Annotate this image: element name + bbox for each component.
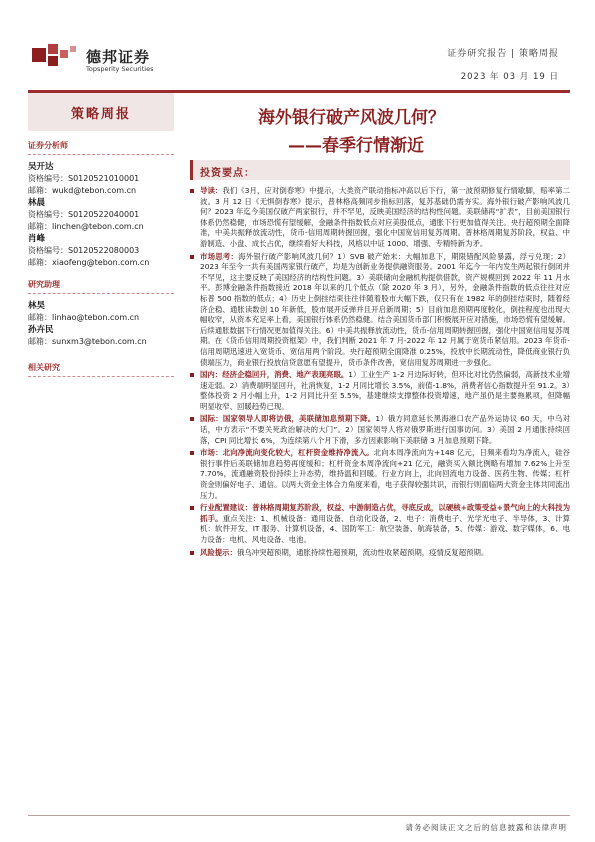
analyst-name: 肖峰 <box>28 234 46 244</box>
key-points-header <box>190 160 570 180</box>
bullet-text: 1）工业生产 1-2 月边际好转，但环比对比仍然偏弱，高新技术业增速走弱。2）消费端明显回升，社消恢复，1-2 月同比增长 3.5%，前值-1.8%，消费者信心指数提升至 91.2。3）整体投资 2 月小幅上升，1-2 月同比升至 5.5%，基建继续支撑整体投资增速，地产虽仍是主要拖累项，但降幅明显收窄、回暖趋势已现。 <box>200 370 570 411</box>
analyst-email[interactable]: 邮箱：linchen@tebon.com.cn <box>28 222 144 231</box>
report-type: 证券研究报告 | 策略周报 <box>447 49 559 59</box>
list-item <box>190 414 570 446</box>
title-band <box>28 90 570 156</box>
bullet-text: 北向本周净流向为+148 亿元，日频来看均为净流入，硅谷银行事件后美联储加息趋势再度缓和；杠杆资金本周净流向+21 亿元，融资买入额比例略有增加 7.62%上升至 7.70%，流通融资股份持续上升态势，维持温和回暖。行业方向上，北向回流电力设备、医药生物、传媒；杠杆资金则偏好电子、通信。以两大资金主体合力角度来看，电子获得较强共识，而银行则面临两大资金主体共同流出压力。 <box>200 448 570 500</box>
company-name-cn: 德邦证券 <box>86 48 151 66</box>
bullet-text: 我们《3月，应对倒春寒》中提示，大类资产联动指标冲高以后下行，第一波预期修复行情歇脚，赔率第二波。3 月 12 日《无惧倒春寒》提示，普林格高频同步指标回落，复苏基础仍需夯实。海外银行破产影响风波几何？2023 年迄今美国仅破产两家银行，并不罕见，反映美国经济的结构性问题。美联储再“扩表”，目前美国银行体系仍然稳健，市场恐慌有望缓解，金融条件指数低点对应美股低点，通胀下行更加值得关注。央行超预期全面降准，中美共振释放流动性，货币-信用周期转握回握，强化中国宽信用复苏周期。普林格周期复苏阶段，权益、中游制造、小盘、成长占优，继续看好大科技，风格以中证 1000、增强、专精特新为矛。 <box>200 186 570 248</box>
bullet-text: 海外银行破产影响风波几何？1）SVB 破产始末：大幅加息下，期限错配风险暴露，浮亏兑现；2）2023 年至今一共有美国两家银行破产，均是为创新业务提供融资服务。2001 年迄今一年内发生两起银行倒闭并不罕见，这主要反映了美国经济的结构性问题。3）美联储向金融机构提供借款，资产规模回到 2022 年 11 月水平。彭博金融条件指数接近 2018 年以来的几个低点（除 2020 年 3 月），另外，金融条件指数的低点往往对应标普 500 指数的低点；4）历史上倒挂结束往往伴随着股市大幅下跌，仅只有在 1982 年的倒挂结束时，随着经济企稳、通胀读数创 10 年新低，股市展开反弹并且开启新周期；5）目前加息预期再度較化，倒挂程度也出现大幅收窄，从资本充足率上看，美国银行体系仍然稳健。结合美国货币部门积极展开应对措施，市场恐慌有望缓解。后续通胀数据下行情况更加值得关注。6）中美共振释放流动性，货币-信用周期转握回握，强化中国宽信用复苏周期。在《货币信用周期投资框架》中，我们判断 2021 年 7 月-2022 年 12 月属于宽货币紧信用。2023 年货币-信用周期迅速进入宽货币、宽信用两个阶段。央行超预期全面降准 0.25%，投放中长期流动性，降低商业银行负债端压力，商业银行投放信贷意愿有望提升，货币条件改善，宽信用复苏周期进一步强化。 <box>200 251 570 367</box>
analysts-heading: 证券分析师 <box>28 140 174 155</box>
list-item <box>190 503 570 545</box>
assistant-block <box>28 324 174 348</box>
category-box <box>28 93 174 131</box>
analyst-name: 林晨 <box>28 198 46 208</box>
page-header <box>0 0 595 88</box>
key-points-heading: 投资要点： <box>200 168 255 179</box>
assistant-email[interactable]: 邮箱：sunxm3@tebon.com.cn <box>28 337 147 346</box>
bullet-lead: 国际：国家领导人即将访俄，美联储加息预期下降。 <box>200 414 376 424</box>
assistants-heading: 研究助理 <box>28 279 174 294</box>
bullet-lead: 导读： <box>200 186 223 195</box>
analyst-block <box>28 197 174 233</box>
analyst-cert: 资格编号：S0120522040001 <box>28 210 140 219</box>
list-item <box>190 186 570 250</box>
list-item <box>190 252 570 369</box>
assistant-block <box>28 300 174 324</box>
bullet-text: 重点关注：1、机械设备：通用设备、自动化设备，2、电子：消费电子、光学光电子、半导体，3、计算机：软件开发、IT 服务、计算机设备，4、国防军工：航空装备、航海装备，5、传媒：游戏、数字媒体，6、电力设备：电机、风电设备、电池。 <box>200 513 570 544</box>
assistant-email[interactable]: 邮箱：linhao@tebon.com.cn <box>28 313 140 322</box>
bullet-lead: 风险提示： <box>200 547 237 557</box>
company-name-en: Topsperity Securities <box>86 65 154 73</box>
footer-divider <box>28 815 570 816</box>
analyst-email[interactable]: 邮箱：xiaofeng@tebon.com.cn <box>28 258 150 267</box>
report-date: 2023 年 03 月 19 日 <box>460 72 559 82</box>
list-item <box>190 548 570 559</box>
analyst-name: 吴开达 <box>28 162 54 172</box>
sidebar <box>28 140 174 383</box>
report-title: 海外银行破产风波几何？ <box>258 108 445 128</box>
bullet-lead: 市场：北向净流向变化较大，杠杆资金维持净流入。 <box>200 448 374 458</box>
key-points-section <box>190 160 570 557</box>
analyst-email[interactable]: 邮箱：wukd@tebon.com.cn <box>28 186 137 195</box>
analyst-block <box>28 161 174 197</box>
analyst-cert: 资格编号：S0120521010001 <box>28 174 140 183</box>
assistant-name: 孙卉民 <box>28 325 54 335</box>
bullet-text: 1）俄方同意延长黑海港口农产品外运协议 60 天，中乌对话，中方表示“不要关死政治解决的大门”。2）国家领导人将对俄罗斯进行国事访问。3）美国 2 月通胀持续回落，CPI 同比增长 6%，为连续第八个月下滑，多方因素影响下美联储 3 月加息预期下降。 <box>200 414 570 445</box>
category-label: 策略周报 <box>70 107 131 122</box>
bullet-text: 俄乌冲突超预期，通胀持续性超预期，流动性收紧超预期，疫情反复超预期。 <box>236 547 489 557</box>
bullet-lead: 国内：经济企稳回升，消费、地产表现亮眼。 <box>200 370 349 380</box>
list-item <box>190 370 570 412</box>
bullet-lead: 市场思考： <box>200 251 239 261</box>
company-logo-icon <box>30 42 78 72</box>
footer-disclaimer: 请务必阅读正文之后的信息披露和法律声明 <box>405 823 567 832</box>
list-item <box>190 448 570 501</box>
assistant-name: 林昊 <box>28 301 46 311</box>
report-subtitle: ——春季行情渐近 <box>288 136 424 156</box>
key-points-list <box>190 186 570 560</box>
bullet-lead: 行业配置建议：普林格周期复苏阶段，权益、中游制造占优，寻底反成，以硬核+政策受益+景气向上的大科技为抓手。 <box>200 503 570 523</box>
analyst-block <box>28 233 174 269</box>
related-research-heading: 相关研究 <box>28 362 174 377</box>
analyst-cert: 资格编号：S0120522080003 <box>28 246 140 255</box>
